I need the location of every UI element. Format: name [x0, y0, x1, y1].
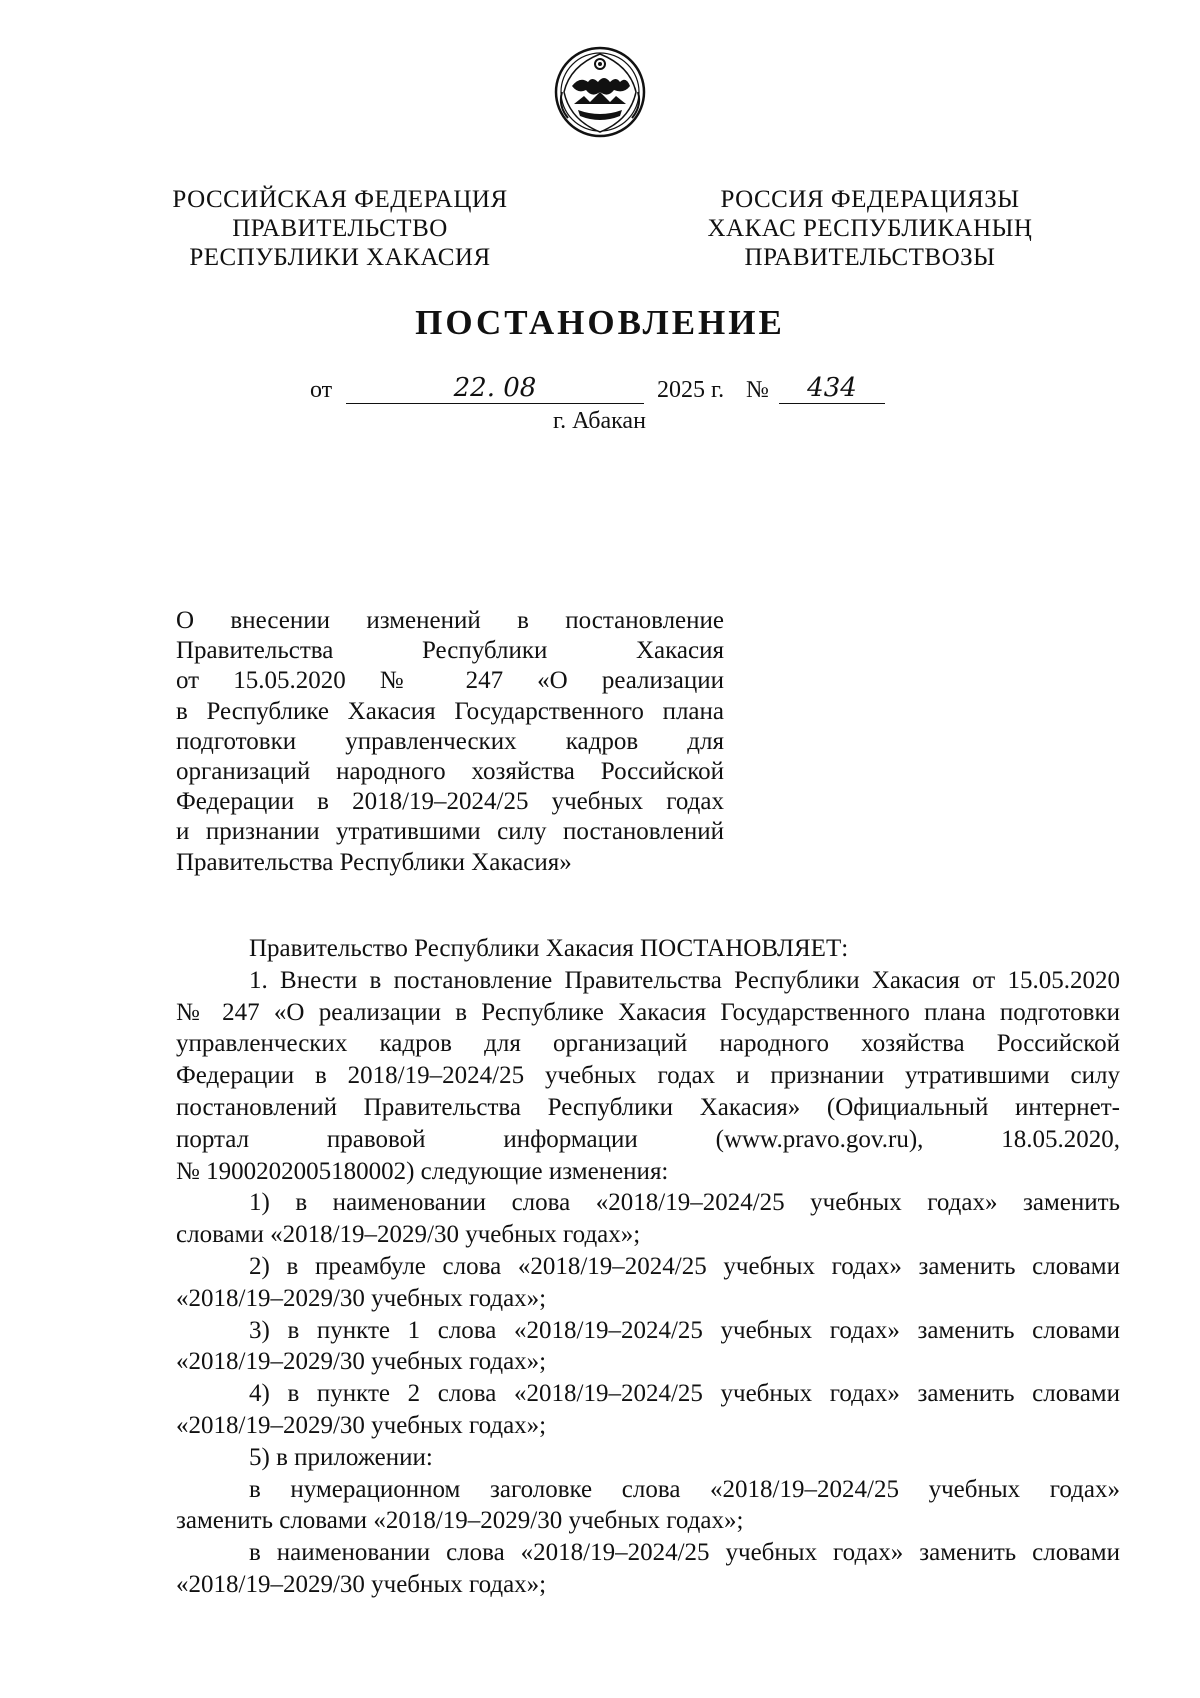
body-line: портал правовой информации (www.pravo.gov.ru), 18.05.2020, — [176, 1125, 1120, 1153]
document-title: ПОСТАНОВЛЕНИЕ — [415, 303, 785, 342]
subject-line: от 15.05.2020 № 247 «О реализации — [176, 667, 724, 695]
body-line: 2) в преамбуле слова «2018/19–2024/25 учебных годах» заменить словами — [249, 1252, 1120, 1280]
subject-line: и признании утратившими силу постановлений — [176, 818, 724, 846]
body-text — [176, 933, 1120, 1601]
body-line: 3) в пункте 1 слова «2018/19–2024/25 учебных годах» заменить словами — [249, 1316, 1120, 1344]
body-line: «2018/19–2029/30 учебных годах»; — [176, 1284, 547, 1312]
subject-line: организаций народного хозяйства Российской — [176, 757, 724, 785]
body-line: № 1900202005180002) следующие изменения: — [176, 1157, 669, 1185]
year-text: 2025 г. — [657, 377, 725, 403]
body-line: «2018/19–2029/30 учебных годах»; — [176, 1348, 547, 1376]
header-left-line: РОССИЙСКАЯ ФЕДЕРАЦИЯ — [172, 186, 508, 213]
subject-line: Федерации в 2018/19–2024/25 учебных годах — [176, 788, 724, 816]
date-handwritten: 22. 08 — [346, 373, 644, 404]
body-line: 1. Внести в постановление Правительства Республики Хакасия от 15.05.2020 — [249, 966, 1120, 994]
city: г. Абакан — [553, 408, 646, 434]
header-left-line: ПРАВИТЕЛЬСТВО — [232, 215, 448, 242]
body-line: постановлений Правительства Республики Хакасия» (Официальный интернет- — [176, 1093, 1120, 1121]
number-handwritten: 434 — [779, 373, 885, 404]
subject-line: подготовки управленческих кадров для — [176, 727, 724, 755]
subject-line: О внесении изменений в постановление — [176, 607, 724, 634]
date-prefix: от — [310, 377, 333, 403]
subject-line: Правительства Республики Хакасия — [176, 637, 724, 665]
header-right-line: РОССИЯ ФЕДЕРАЦИЯЗЫ — [720, 186, 1020, 213]
body-line: управленческих кадров для организаций народного хозяйства Российской — [176, 1030, 1120, 1058]
body-line: 4) в пункте 2 слова «2018/19–2024/25 учебных годах» заменить словами — [249, 1380, 1120, 1408]
header-right-line: ПРАВИТЕЛЬСТВОЗЫ — [744, 244, 996, 271]
body-line: заменить словами «2018/19–2029/30 учебных годах»; — [176, 1507, 744, 1535]
header-right-line: ХАКАС РЕСПУБЛИКАНЫҢ — [707, 215, 1033, 242]
body-line: в наименовании слова «2018/19–2024/25 учебных годах» заменить словами — [249, 1539, 1120, 1567]
body-line: словами «2018/19–2029/30 учебных годах»; — [176, 1221, 641, 1249]
number-sign: № — [746, 377, 769, 403]
coat-of-arms-icon — [554, 46, 646, 138]
subject-line: в Республике Хакасия Государственного плана — [176, 697, 724, 725]
body-line: «2018/19–2029/30 учебных годах»; — [176, 1411, 547, 1439]
header-right — [700, 185, 1040, 272]
body-line: 1) в наименовании слова «2018/19–2024/25 учебных годах» заменить — [249, 1189, 1120, 1217]
subject-line: Правительства Республики Хакасия» — [176, 848, 572, 876]
header-left — [170, 185, 510, 272]
body-line: в нумерационном заголовке слова «2018/19–2024/25 учебных годах» — [249, 1475, 1120, 1503]
subject-block — [176, 606, 724, 878]
body-line: Правительство Республики Хакасия ПОСТАНОВЛЯЕТ: — [249, 935, 849, 962]
body-line: Федерации в 2018/19–2024/25 учебных годах и признании утратившими силу — [176, 1062, 1120, 1090]
header-left-line: РЕСПУБЛИКИ ХАКАСИЯ — [189, 244, 491, 271]
body-line: 5) в приложении: — [249, 1443, 433, 1471]
body-line: «2018/19–2029/30 учебных годах»; — [176, 1570, 547, 1598]
body-line: № 247 «О реализации в Республике Хакасия Государственного плана подготовки — [176, 998, 1120, 1026]
